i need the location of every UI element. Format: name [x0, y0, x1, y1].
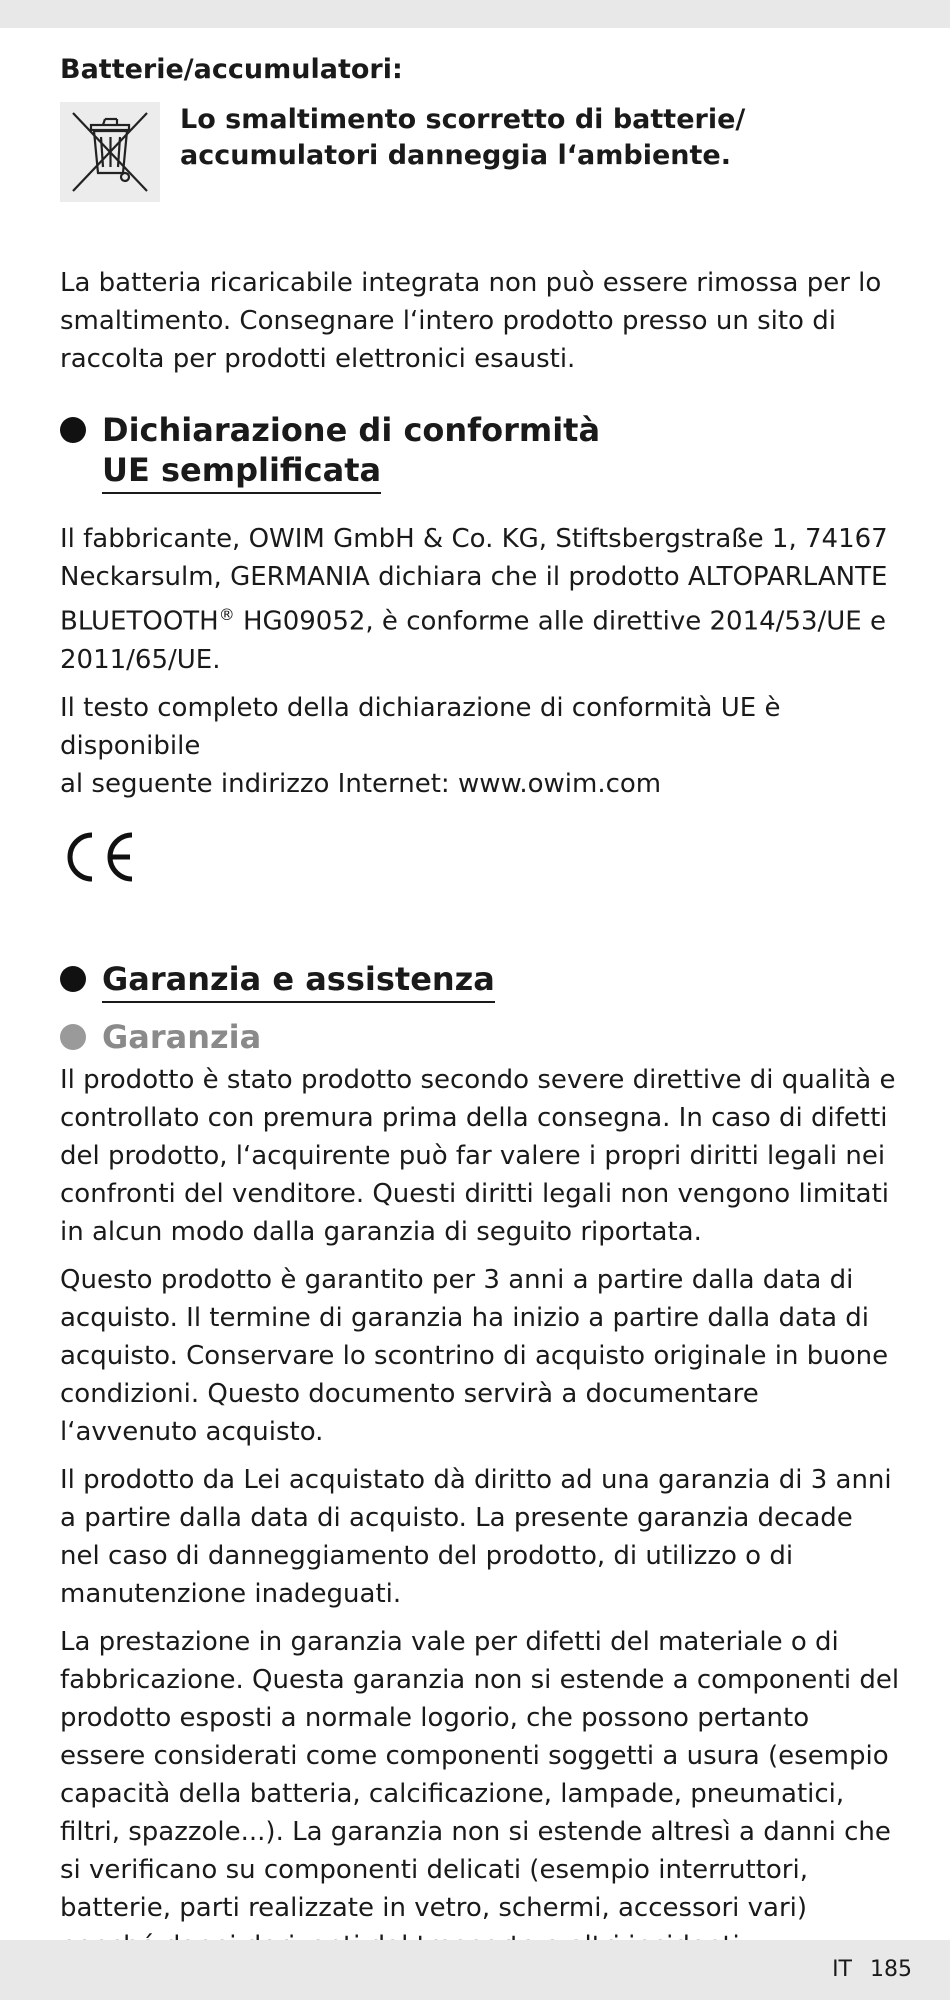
battery-warning-line2: accumulatori danneggia l‘ambiente.	[180, 140, 731, 171]
footer-band	[0, 1940, 950, 2000]
warranty-subheading	[60, 1017, 900, 1057]
conformity-paragraph-2	[60, 689, 900, 803]
crossed-out-wheelie-bin-icon	[60, 102, 160, 202]
conformity-p1-line3a: BLUETOOTH	[60, 606, 219, 637]
conformity-p2-line2: al seguente indirizzo Internet: www.owim.com	[60, 768, 662, 799]
conformity-p1-line3b: HG09052, è conforme alle direttive 2014/53/UE e	[234, 606, 886, 637]
top-band	[0, 0, 950, 28]
warranty-paragraph-1: Il prodotto è stato prodotto secondo severe direttive di qualità e controllato con premura prima della consegna. In caso di difetti del prodotto, l‘acquirente può far valere i propri diritti legali nei confronti del venditore. Questi diritti legali non vengono limitati in alcun modo dalla garanzia di seguito riportata.	[60, 1064, 896, 1247]
bullet-icon	[60, 966, 86, 992]
warranty-heading	[60, 959, 900, 1003]
battery-warning-row	[60, 102, 900, 202]
warranty-title: Garanzia e assistenza	[102, 959, 495, 1003]
conformity-p1-line1: Il fabbricante, OWIM GmbH & Co. KG, Stiftsbergstraße 1, 74167	[60, 524, 888, 554]
conformity-heading	[60, 410, 900, 494]
battery-warning-line1: Lo smaltimento scorretto di batterie/	[180, 104, 746, 135]
battery-warning	[180, 102, 745, 174]
warranty-subtitle: Garanzia	[102, 1017, 262, 1056]
page-footer	[814, 1940, 912, 2000]
bullet-icon	[60, 1024, 86, 1050]
conformity-title-line1: Dichiarazione di conformità	[102, 411, 601, 449]
page-content	[60, 50, 900, 1975]
footer-language: IT	[832, 1957, 852, 1982]
battery-disposal-paragraph: La batteria ricaricabile integrata non può essere rimossa per lo smaltimento. Consegnare l‘intero prodotto presso un sito di raccolta per prodotti elettronici esausti.	[60, 268, 882, 374]
registered-mark: ®	[218, 605, 235, 624]
conformity-p2-line1: Il testo completo della dichiarazione di conformità UE è disponibile	[60, 692, 781, 761]
page-number: 185	[870, 1957, 912, 1982]
bullet-icon	[60, 417, 86, 443]
conformity-title-line2: UE semplificata	[102, 450, 381, 494]
ce-mark-icon	[60, 829, 900, 889]
warranty-paragraph-3: Il prodotto da Lei acquistato dà diritto ad una garanzia di 3 anni a partire dalla data di acquisto. La presente garanzia decade nel caso di danneggiamento del prodotto, di utilizzo o di manutenzione inadeguati.	[60, 1464, 892, 1609]
conformity-p1-line2: Neckarsulm, GERMANIA dichiara che il prodotto ALTOPARLANTE	[60, 562, 888, 592]
conformity-p1-line4: 2011/65/UE.	[60, 644, 221, 675]
conformity-paragraph-1	[60, 520, 900, 679]
warranty-paragraph-2: Questo prodotto è garantito per 3 anni a partire dalla data di acquisto. Il termine di garanzia ha inizio a partire dalla data di acquisto. Conservare lo scontrino di acquisto originale in buone condizioni. Questo documento servirà a documentare l‘avvenuto acquisto.	[60, 1264, 889, 1447]
warranty-paragraph-4: La prestazione in garanzia vale per difetti del materiale o di fabbricazione. Questa garanzia non si estende a componenti del prodotto esposti a normale logorio, che possono pertanto essere considerati come componenti soggetti a usura (esempio capacità della batteria, calcificazione, lampade, pneumatici, filtri, spazzole...). La garanzia non si estende altresì a danni che si verificano su componenti delicati (esempio interruttori, batterie, parti realizzate in vetro, schermi, accessori vari)	[60, 1626, 900, 1923]
battery-section-title: Batterie/accumulatori:	[60, 54, 403, 85]
